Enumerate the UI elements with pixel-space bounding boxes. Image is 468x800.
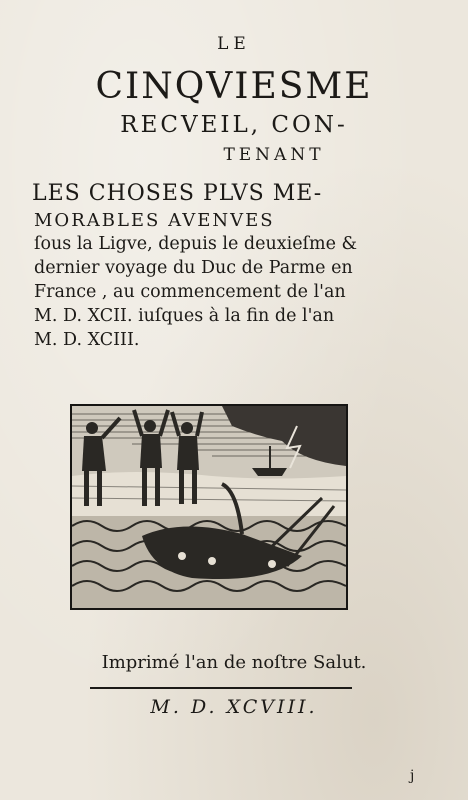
body-line-5: France , au commencement de l'an — [34, 282, 346, 302]
imprint-line: Imprimé l'an de noſtre Salut. — [101, 652, 367, 673]
title-article: LE — [217, 34, 251, 54]
horizontal-rule — [90, 687, 352, 689]
subtitle-line-1: RECVEIL, CON- — [120, 112, 348, 138]
body-line-6: M. D. XCII. iuſques à la fin de l'an — [34, 306, 335, 326]
publication-date: M. D. XCVIII. — [150, 696, 318, 718]
body-line-4: dernier voyage du Duc de Parme en — [34, 258, 353, 278]
signature-mark: j — [410, 768, 415, 784]
body-line-3: ſous la Ligve, depuis le deuxieſme & — [34, 234, 358, 254]
body-line-2: MORABLES AVENVES — [34, 210, 275, 231]
main-title: CINQVIESME — [95, 66, 373, 107]
body-line-1: LES CHOSES PLVS ME- — [32, 181, 323, 206]
subtitle-line-2: TENANT — [223, 145, 325, 165]
shipwreck-woodcut-illustration — [70, 404, 348, 610]
body-line-7: M. D. XCIII. — [34, 330, 140, 350]
